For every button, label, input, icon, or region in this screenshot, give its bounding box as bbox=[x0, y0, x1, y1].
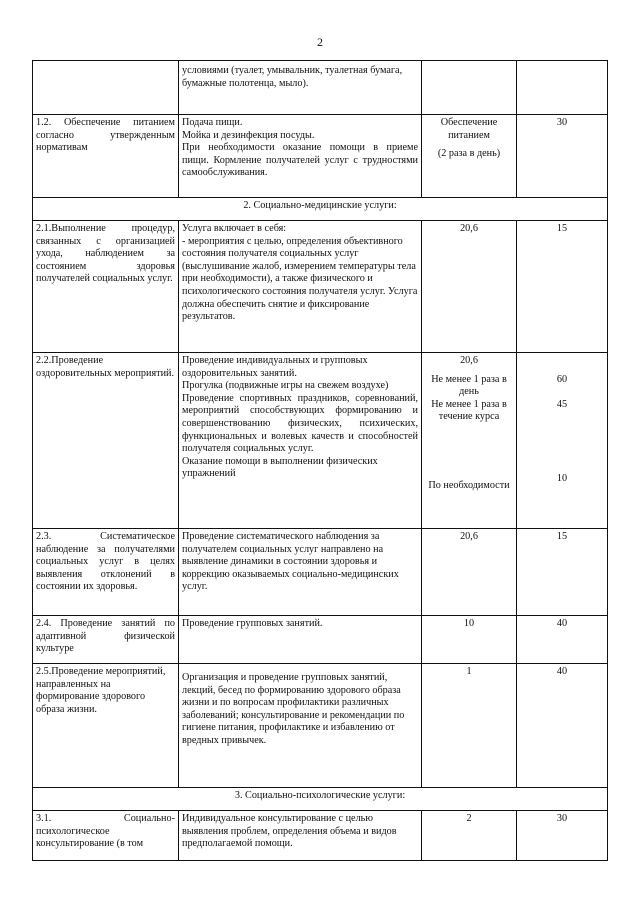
description-line: Проведение индивидуальных и групповых оздоровительных занятий. bbox=[182, 355, 368, 379]
time-value: 15 bbox=[556, 531, 568, 542]
volume-value: Обеспечение питанием bbox=[440, 117, 498, 141]
service-name-cell: 3.1. Социально-психологическое консультирование (в том bbox=[33, 811, 179, 861]
description-line: Прогулка (подвижные игры на свежем воздухе) bbox=[182, 380, 389, 392]
service-name-cell: 2.3. Систематическое наблюдение за получателями социальных услуг в целях выявления отклонений в состоянии их здоровья. bbox=[33, 529, 179, 616]
description-line: - мероприятия с целью, определения объективного состояния получателя социальных услуг (выслушивание жалоб, измерением температуры тела при необходимости), а также физического и психологического состояния получателя услуг. Услуга должна обеспечить снятие и фиксирование результатов. bbox=[182, 235, 418, 323]
service-time-cell bbox=[517, 115, 608, 198]
section-row bbox=[33, 788, 608, 811]
volume-value: 10 bbox=[463, 618, 475, 629]
volume-value: 1 bbox=[466, 666, 472, 677]
volume-value: 20,6 bbox=[460, 531, 478, 542]
volume-value: 2 bbox=[466, 813, 472, 824]
description-line: Проведение спортивных праздников, соревнований, мероприятий способствующих формированию и совершенствованию физических, психических, функциональных и волевых качеств и способностей получателя социальных услуг. bbox=[182, 392, 418, 455]
description-line: Мойка и дезинфекция посуды. bbox=[182, 129, 315, 141]
page-number: 2 bbox=[317, 35, 323, 49]
service-name-cell: 2.5.Проведение мероприятий, направленных на формирование здорового образа жизни. bbox=[33, 664, 179, 788]
description-line: Подача пищи. bbox=[182, 117, 243, 128]
service-time-cell bbox=[517, 353, 608, 529]
volume-value: (2 раза в день) bbox=[437, 148, 501, 160]
table-row bbox=[33, 664, 608, 788]
service-name-cell: 1.2. Обеспечение питанием согласно утвержденным нормативам bbox=[33, 115, 179, 198]
service-description-cell bbox=[179, 811, 422, 861]
table-row bbox=[33, 221, 608, 353]
description-line: условиями (туалет, умывальник, туалетная бумага, бумажные полотенца, мыло). bbox=[182, 65, 403, 89]
service-description-cell bbox=[179, 353, 422, 529]
volume-value: 20,6 bbox=[460, 355, 478, 366]
time-value: 60 bbox=[556, 374, 568, 385]
service-volume-cell bbox=[422, 811, 517, 861]
description-line: Индивидуальное консультирование с целью выявления проблем, определения объема и видов предполагаемой помощи. bbox=[182, 813, 397, 850]
service-description-cell bbox=[179, 115, 422, 198]
description-line: Услуга включает в себя: bbox=[182, 223, 287, 234]
table-row bbox=[33, 529, 608, 616]
section-title: 2. Социально-медицинские услуги: bbox=[33, 198, 608, 221]
time-value: 40 bbox=[556, 618, 568, 629]
service-time-cell bbox=[517, 811, 608, 861]
service-volume-cell bbox=[422, 529, 517, 616]
service-volume-cell bbox=[422, 221, 517, 353]
section-row bbox=[33, 198, 608, 221]
service-time-cell bbox=[517, 529, 608, 616]
service-description-cell bbox=[179, 616, 422, 664]
service-time-cell bbox=[517, 616, 608, 664]
volume-value: Не менее 1 раза в день bbox=[431, 373, 507, 398]
table-row bbox=[33, 115, 608, 198]
service-name-cell: 2.1.Выполнение процедур, связанных с организацией ухода, наблюдением за состоянием здоровья получателей социальных услуг. bbox=[33, 221, 179, 353]
service-name-cell bbox=[33, 61, 179, 115]
time-value: 30 bbox=[556, 813, 568, 824]
service-volume-cell bbox=[422, 353, 517, 529]
service-description-cell bbox=[179, 61, 422, 115]
time-value: 15 bbox=[556, 223, 568, 234]
service-name-cell: 2.2.Проведение оздоровительных мероприятий. bbox=[33, 353, 179, 529]
services-table bbox=[32, 60, 608, 861]
description-line: При необходимости оказание помощи в приеме пищи. Кормление получателей услуг с трудностями самообслуживания. bbox=[182, 142, 418, 179]
service-volume-cell bbox=[422, 664, 517, 788]
service-volume-cell bbox=[422, 61, 517, 115]
service-description-cell bbox=[179, 529, 422, 616]
description-line: Проведение групповых занятий. bbox=[182, 618, 323, 629]
time-value: 40 bbox=[556, 666, 568, 677]
time-value: 30 bbox=[556, 117, 568, 128]
time-value: 10 bbox=[556, 473, 568, 485]
description-line: Оказание помощи в выполнении физических упражнений bbox=[182, 455, 378, 480]
volume-value: Не менее 1 раза в течение курса bbox=[431, 398, 507, 423]
service-name-cell: 2.4. Проведение занятий по адаптивной физической культуре bbox=[33, 616, 179, 664]
volume-value: 20,6 bbox=[460, 223, 478, 234]
volume-value: По необходимости bbox=[428, 479, 510, 491]
service-time-cell bbox=[517, 664, 608, 788]
table-row bbox=[33, 61, 608, 115]
service-time-cell bbox=[517, 221, 608, 353]
service-time-cell bbox=[517, 61, 608, 115]
table-row bbox=[33, 616, 608, 664]
description-line: Проведение систематического наблюдения за получателем социальных услуг направлено на выявление динамики в состоянии здоровья и коррекцию оказываемых социально-медицинских услуг. bbox=[182, 531, 399, 593]
service-volume-cell bbox=[422, 616, 517, 664]
section-title: 3. Социально-психологические услуги: bbox=[33, 788, 608, 811]
service-description-cell bbox=[179, 221, 422, 353]
service-description-cell bbox=[179, 664, 422, 788]
description-line: Организация и проведение групповых занятий, лекций, бесед по формированию здорового образа жизни и по вопросам профилактики различных заболеваний; консультирование и рекомендации по гигиене питания, профилактике и избавлению от вредных привычек. bbox=[182, 672, 405, 746]
table-row bbox=[33, 811, 608, 861]
table-row bbox=[33, 353, 608, 529]
time-value: 45 bbox=[556, 398, 568, 410]
service-volume-cell bbox=[422, 115, 517, 198]
